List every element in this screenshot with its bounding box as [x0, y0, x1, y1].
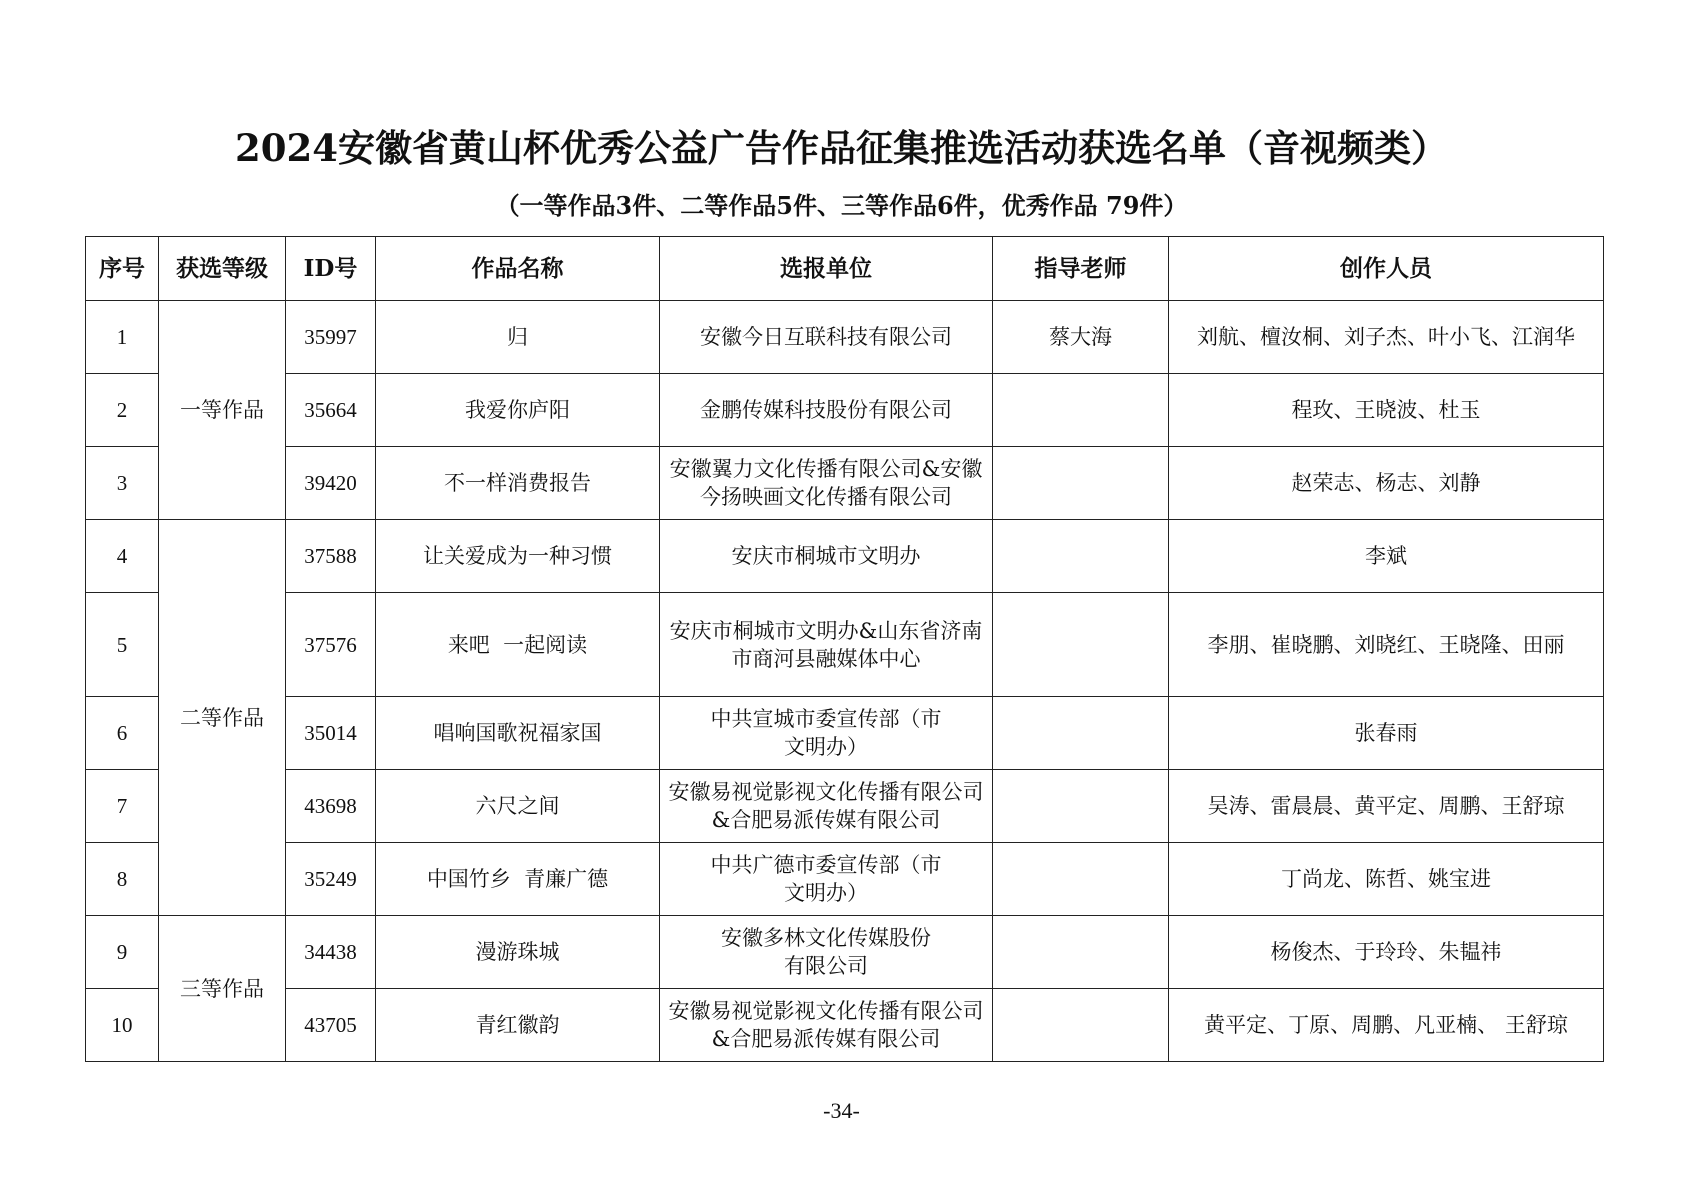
cell-mentor: [993, 843, 1169, 916]
cell-work: 让关爱成为一种习惯: [376, 520, 660, 593]
cell-creators: 李斌: [1169, 520, 1604, 593]
cell-work: 中国竹乡 青廉广德: [376, 843, 660, 916]
cell-unit: 安庆市桐城市文明办&山东省济南市商河县融媒体中心: [660, 593, 993, 697]
cell-creators: 刘航、檀汝桐、刘子杰、叶小飞、江润华: [1169, 301, 1604, 374]
header-work: 作品名称: [376, 237, 660, 301]
cell-id: 35014: [286, 697, 376, 770]
cell-unit: 安徽易视觉影视文化传播有限公司&合肥易派传媒有限公司: [660, 989, 993, 1062]
cell-mentor: [993, 593, 1169, 697]
cell-creators: 张春雨: [1169, 697, 1604, 770]
cell-unit: 中共宣城市委宣传部（市文明办）: [660, 697, 993, 770]
table-row: [86, 697, 1604, 770]
cell-mentor: [993, 770, 1169, 843]
cell-work: 唱响国歌祝福家国: [376, 697, 660, 770]
cell-work: 六尺之间: [376, 770, 660, 843]
header-creators: 创作人员: [1169, 237, 1604, 301]
cell-unit: 金鹏传媒科技股份有限公司: [660, 374, 993, 447]
cell-seq: 4: [86, 520, 159, 593]
cell-seq: 9: [86, 916, 159, 989]
cell-unit: 安徽多林文化传媒股份有限公司: [660, 916, 993, 989]
cell-level-first: 一等作品: [159, 301, 286, 520]
header-seq: 序号: [86, 237, 159, 301]
cell-id: 43705: [286, 989, 376, 1062]
cell-id: 37588: [286, 520, 376, 593]
cell-seq: 3: [86, 447, 159, 520]
cell-work: 来吧 一起阅读: [376, 593, 660, 697]
cell-mentor: [993, 520, 1169, 593]
cell-mentor: [993, 916, 1169, 989]
cell-level-third: 三等作品: [159, 916, 286, 1062]
award-table: [85, 236, 1604, 1062]
cell-seq: 5: [86, 593, 159, 697]
cell-seq: 1: [86, 301, 159, 374]
page-title: 2024安徽省黄山杯优秀公益广告作品征集推选活动获选名单（音视频类）: [235, 126, 1448, 170]
cell-unit: 安徽易视觉影视文化传播有限公司&合肥易派传媒有限公司: [660, 770, 993, 843]
cell-mentor: [993, 374, 1169, 447]
header-id: ID号: [286, 237, 376, 301]
cell-mentor: 蔡大海: [993, 301, 1169, 374]
cell-creators: 丁尚龙、陈哲、姚宝进: [1169, 843, 1604, 916]
table-row: [86, 447, 1604, 520]
cell-unit: 中共广德市委宣传部（市文明办）: [660, 843, 993, 916]
header-unit: 选报单位: [660, 237, 993, 301]
table-header-row: [86, 237, 1604, 301]
cell-work: 不一样消费报告: [376, 447, 660, 520]
table-row: [86, 770, 1604, 843]
cell-mentor: [993, 447, 1169, 520]
cell-id: 35664: [286, 374, 376, 447]
cell-creators: 杨俊杰、于玲玲、朱韫祎: [1169, 916, 1604, 989]
table-row: [86, 374, 1604, 447]
table-row: [86, 593, 1604, 697]
cell-id: 34438: [286, 916, 376, 989]
table-row: [86, 520, 1604, 593]
header-level: 获选等级: [159, 237, 286, 301]
cell-seq: 6: [86, 697, 159, 770]
cell-work: 青红徽韵: [376, 989, 660, 1062]
table-row: [86, 989, 1604, 1062]
cell-mentor: [993, 697, 1169, 770]
cell-id: 39420: [286, 447, 376, 520]
cell-id: 35249: [286, 843, 376, 916]
page-number: -34-: [823, 1098, 860, 1123]
page-subtitle: （一等作品3件、二等作品5件、三等作品6件，优秀作品 79件）: [495, 191, 1188, 220]
cell-creators: 李朋、崔晓鹏、刘晓红、王晓隆、田丽: [1169, 593, 1604, 697]
table-row: [86, 916, 1604, 989]
cell-creators: 赵荣志、杨志、刘静: [1169, 447, 1604, 520]
cell-unit: 安徽翼力文化传播有限公司&安徽今扬映画文化传播有限公司: [660, 447, 993, 520]
cell-work: 归: [376, 301, 660, 374]
cell-id: 43698: [286, 770, 376, 843]
cell-creators: 程玫、王晓波、杜玉: [1169, 374, 1604, 447]
cell-creators: 吴涛、雷晨晨、黄平定、周鹏、王舒琼: [1169, 770, 1604, 843]
cell-seq: 7: [86, 770, 159, 843]
cell-work: 漫游珠城: [376, 916, 660, 989]
table-row: [86, 301, 1604, 374]
cell-id: 37576: [286, 593, 376, 697]
cell-unit: 安庆市桐城市文明办: [660, 520, 993, 593]
cell-mentor: [993, 989, 1169, 1062]
cell-id: 35997: [286, 301, 376, 374]
cell-creators: 黄平定、丁原、周鹏、凡亚楠、 王舒琼: [1169, 989, 1604, 1062]
cell-work: 我爱你庐阳: [376, 374, 660, 447]
header-mentor: 指导老师: [993, 237, 1169, 301]
cell-seq: 10: [86, 989, 159, 1062]
table-row: [86, 843, 1604, 916]
cell-seq: 2: [86, 374, 159, 447]
cell-level-second: 二等作品: [159, 520, 286, 916]
cell-unit: 安徽今日互联科技有限公司: [660, 301, 993, 374]
cell-seq: 8: [86, 843, 159, 916]
